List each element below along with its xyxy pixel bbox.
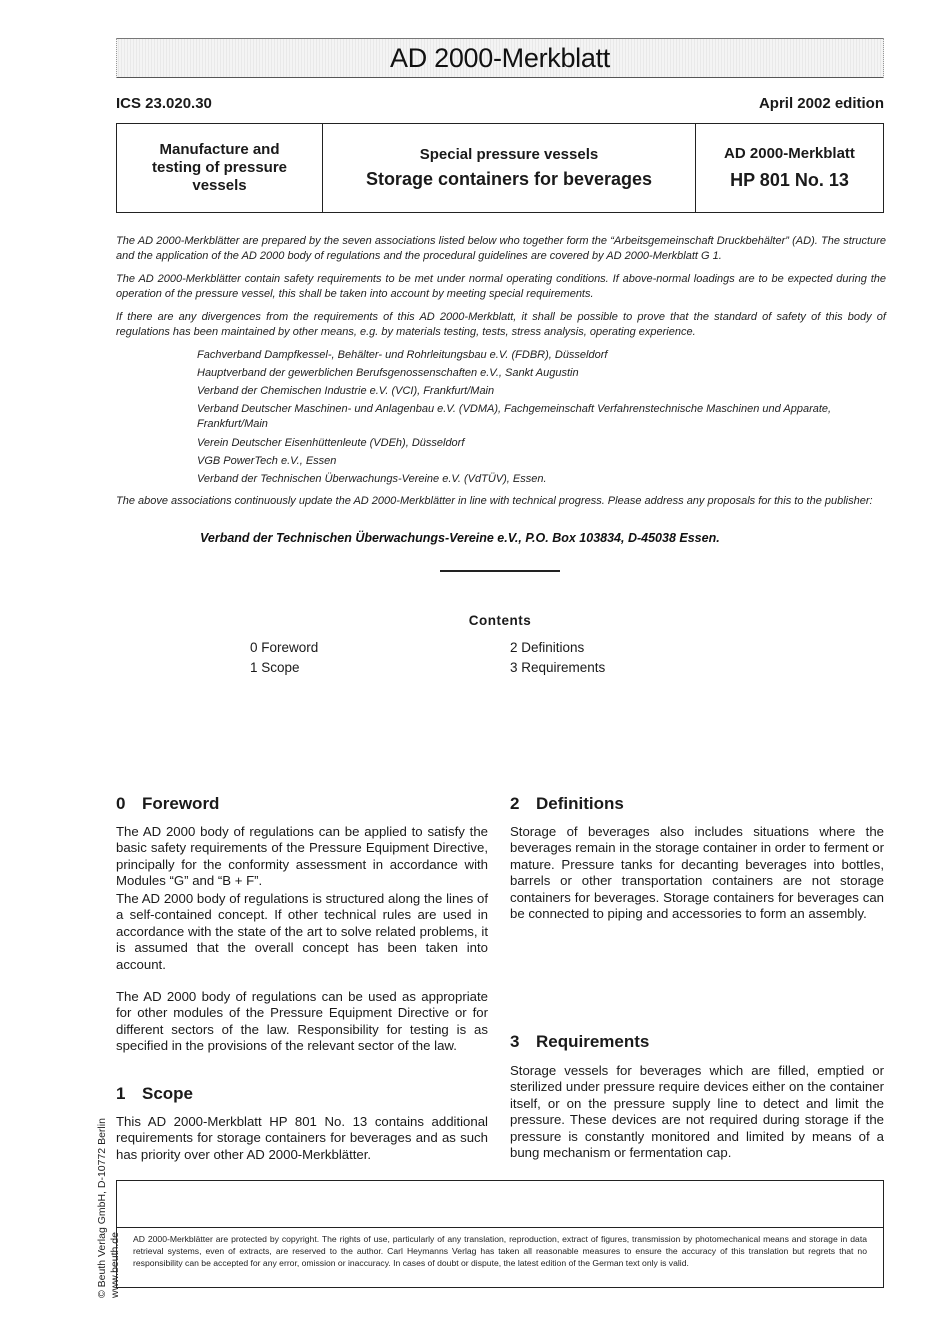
merkblatt-label: AD 2000-Merkblatt (724, 145, 855, 162)
divider (440, 570, 560, 572)
side-imprint-url[interactable]: www.beuth.de (109, 1232, 121, 1298)
ics-code: ICS 23.020.30 (116, 95, 212, 112)
section-heading-foreword (116, 794, 219, 814)
foreword-paragraph-1: The AD 2000 body of regulations can be applied to satisfy the basic safety requirements of the Pressure Equipment Directive, principally for the conformity assessment in accordance with Modules “G” and “B + F”. (116, 824, 488, 889)
intro-paragraph-4: The above associations continuously update the AD 2000-Merkblätter in line with technical progress. Please address any proposals for this to the publisher: (116, 495, 873, 507)
foreword-paragraph-3: The AD 2000 body of regulations can be used as appropriate for other modules of the Pressure Equipment Directive or for different sectors of the law. Responsibility for testing is as specified in the provisions of the relevant sector of the law. (116, 989, 488, 1054)
section-title: Definitions (536, 794, 624, 813)
toc-item-requirements[interactable]: 3 Requirements (510, 660, 606, 675)
association-item: Verein Deutscher Eisenhüttenleute (VDEh), Düsseldorf (197, 437, 465, 449)
header-table (116, 123, 884, 213)
header-cell-number (696, 124, 883, 212)
section-heading-definitions (510, 794, 624, 814)
association-item: Fachverband Dampfkessel-, Behälter- und Rohrleitungsbau e.V. (FDBR), Düsseldorf (197, 349, 608, 361)
toc-item-scope[interactable]: 1 Scope (250, 660, 300, 675)
scope-paragraph-1: This AD 2000-Merkblatt HP 801 No. 13 contains additional requirements for storage containers for beverages and as such has priority over other AD 2000-Merkblätter. (116, 1114, 488, 1162)
toc-item-foreword[interactable]: 0 Foreword (250, 640, 319, 655)
foreword-paragraph-2: The AD 2000 body of regulations is structured along the lines of a self-contained concept. If other technical rules are used in accordance with the state of the art to solve related problems, it is assumed that the overall concept has been taken into account. (116, 891, 488, 972)
association-item: VGB PowerTech e.V., Essen (197, 455, 337, 467)
association-item: Verband der Technischen Überwachungs-Vereine e.V. (VdTÜV), Essen. (197, 473, 547, 485)
category-label: Manufacture and testing of pressure vessels (151, 141, 288, 194)
subject-title: Storage containers for beverages (365, 169, 653, 189)
section-number: 2 (510, 794, 520, 813)
association-item: Verband Deutscher Maschinen- und Anlagenbau e.V. (VDMA), Fachgemeinschaft Verfahrenstechnische Maschinen und Apparate, Frankfurt/Main (197, 403, 832, 430)
footer-box (116, 1180, 884, 1288)
toc-item-definitions[interactable]: 2 Definitions (510, 640, 585, 655)
section-heading-scope (116, 1084, 193, 1104)
footer-divider (117, 1227, 883, 1228)
edition-label: April 2002 edition (758, 95, 884, 112)
header-cell-category (117, 124, 323, 212)
section-number: 0 (116, 794, 126, 813)
intro-paragraph-1: The AD 2000-Merkblätter are prepared by the seven associations listed below who together form the “Arbeitsgemeinschaft Druckbehälter” (AD). The structure and the application of the AD 2000 body of regulations and the procedural guidelines are covered by AD 2000-Merkblatt G 1. (116, 235, 886, 262)
section-heading-requirements (510, 1032, 649, 1052)
side-imprint-line: © Beuth Verlag GmbH, D-10772 Berlin (96, 1118, 108, 1298)
title-bar (116, 38, 884, 78)
copyright-notice: AD 2000-Merkblätter are protected by copyright. The rights of use, particularly of any translation, reproduction, extract of figures, transmission by photomechanical means and storage in data retrieval systems, even of extracts, are reserved to the author. Carl Heymanns Verlag has taken all reasonable measures to ensure the accuracy of this translation but regrets that no responsibility can be accepted for any error, omission or inaccuracy. In cases of doubt or dispute, the latest edition of the German text only is valid. (133, 1234, 867, 1268)
header-cell-subject (323, 124, 696, 212)
section-title: Scope (142, 1084, 194, 1103)
section-number: 1 (116, 1084, 126, 1103)
publisher-address: Verband der Technischen Überwachungs-Vereine e.V., P.O. Box 103834, D-45038 Essen. (200, 531, 720, 545)
contents-heading: Contents (468, 613, 532, 628)
section-title: Foreword (142, 794, 220, 813)
intro-paragraph-3: If there are any divergences from the requirements of this AD 2000-Merkblatt, it shall be possible to prove that the standard of safety of this body of regulations has been maintained by other means, e.g. by materials testing, tests, stress analysis, operating experience. (116, 311, 886, 338)
association-item: Verband der Chemischen Industrie e.V. (VCI), Frankfurt/Main (197, 385, 495, 397)
section-number: 3 (510, 1032, 520, 1051)
association-item: Hauptverband der gewerblichen Berufsgenossenschaften e.V., Sankt Augustin (197, 367, 579, 379)
section-title: Requirements (536, 1032, 650, 1051)
requirements-paragraph-1: Storage vessels for beverages which are filled, emptied or sterilized under pressure require devices either on the container itself, or on the pressure supply line to detect and limit the pressure. These devices are not required during storage if the pressure is constantly monitored and limited by means of a bung mechanism or fermentation cap. (510, 1063, 884, 1161)
definitions-paragraph-1: Storage of beverages also includes situations where the beverages remain in the storage container in order to ferment or mature. Pressure tanks for decanting beverages into bottles, barrels or other transportation containers are not storage containers for beverages. Storage containers for beverages can be connected to piping and accessories to form an assembly. (510, 824, 884, 922)
intro-paragraph-2: The AD 2000-Merkblätter contain safety requirements to be met under normal operating conditions. If above-normal loadings are to be expected during the operation of the pressure vessel, this shall be taken into account by meeting special requirements. (116, 273, 886, 300)
merkblatt-number: HP 801 No. 13 (730, 170, 849, 190)
document-title: AD 2000-Merkblatt (390, 43, 610, 73)
subject-subtitle: Special pressure vessels (419, 146, 599, 163)
